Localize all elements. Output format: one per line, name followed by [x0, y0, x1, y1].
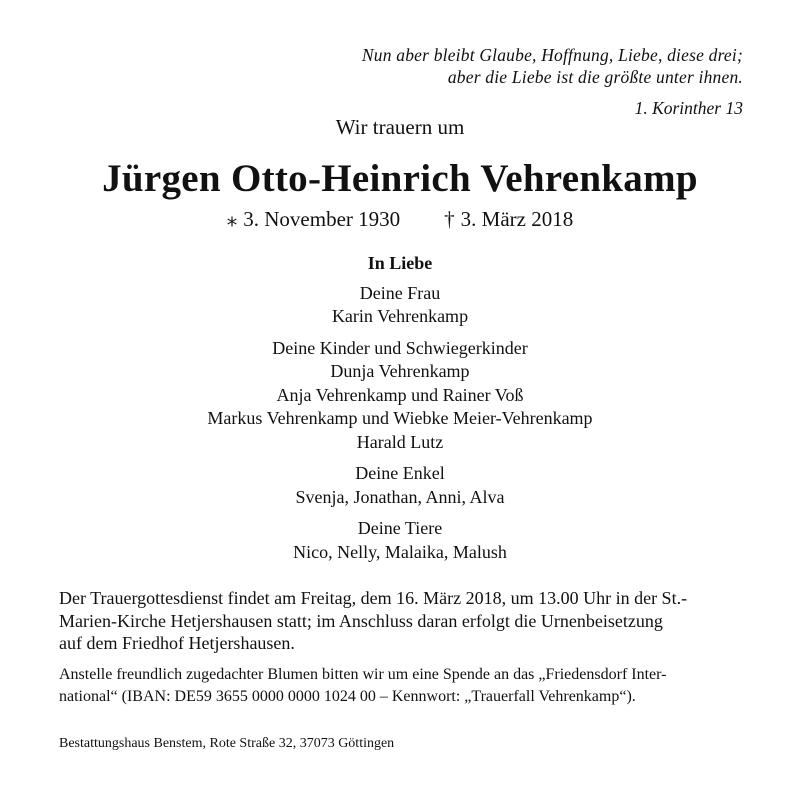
mourner-name: Svenja, Jonathan, Anni, Alva — [295, 486, 505, 507]
quote-source: 1. Korinther 13 — [634, 98, 743, 118]
death-date-block — [444, 207, 573, 232]
mourner-name: Harald Lutz — [356, 431, 444, 452]
service-notice-line: auf dem Friedhof Hetjershausen. — [59, 633, 295, 653]
service-notice-line: Der Trauergottesdienst findet am Freitag, dem 16. März 2018, um 13.00 Uhr in der St.- — [59, 588, 688, 608]
mourner-name: Dunja Vehrenkamp — [330, 361, 470, 381]
intro-text: Wir trauern um — [335, 115, 465, 139]
mourner-group-title: Deine Enkel — [355, 463, 445, 483]
birth-date-block — [227, 207, 400, 232]
death-date: 3. März 2018 — [460, 207, 574, 231]
mourner-group-pets — [0, 517, 800, 564]
service-notice — [59, 587, 759, 655]
death-cross-icon: † — [444, 207, 455, 231]
birth-date: 3. November 1930 — [243, 207, 401, 231]
mourner-group-children — [0, 337, 800, 455]
life-dates — [0, 207, 800, 232]
mourner-group-title: Deine Frau — [359, 282, 441, 303]
quote-line-2: aber die Liebe ist die größte unter ihnen. — [447, 67, 743, 87]
donation-notice — [59, 664, 759, 708]
mourner-name: Anja Vehrenkamp und Rainer Voß — [276, 384, 524, 405]
funeral-home-footer: Bestattungshaus Benstem, Rote Straße 32, 37073 Göttingen — [59, 736, 395, 751]
mourner-group-grandchildren — [0, 462, 800, 509]
deceased-name: Jürgen Otto-Heinrich Vehrenkamp — [102, 157, 698, 200]
mourners-list — [0, 252, 800, 572]
quote-line-1: Nun aber bleibt Glaube, Hoffnung, Liebe, diese drei; — [361, 45, 743, 65]
mourner-name: Karin Vehrenkamp — [331, 306, 469, 326]
service-notice-line: Marien-Kirche Hetjershausen statt; im Anschluss daran erfolgt die Urnenbeisetzung — [59, 610, 663, 631]
mourner-group-title: Deine Kinder und Schwiegerkinder — [272, 337, 528, 358]
mourner-name: Markus Vehrenkamp und Wiebke Meier-Vehrenkamp — [207, 408, 593, 428]
bible-quote — [362, 44, 743, 88]
donation-notice-line: Anstelle freundlich zugedachter Blumen bitten wir um eine Spende an das „Friedensdorf Inter- — [59, 666, 667, 683]
mourners-heading: In Liebe — [367, 253, 433, 273]
mourner-group-title: Deine Tiere — [357, 518, 443, 538]
donation-notice-line: national“ (IBAN: DE59 3655 0000 0000 1024 00 – Kennwort: „Trauerfall Vehrenkamp“). — [59, 688, 636, 705]
mourner-name: Nico, Nelly, Malaika, Malush — [293, 541, 507, 562]
birth-star-icon: ⁎ — [226, 207, 238, 231]
mourner-group-wife — [0, 282, 800, 329]
